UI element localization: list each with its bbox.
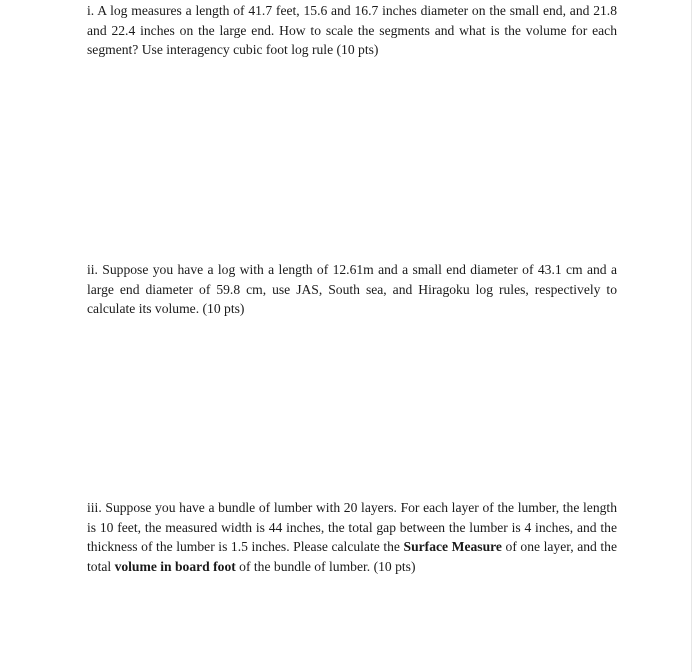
question-3 xyxy=(87,498,617,576)
question-1-text: i. A log measures a length of 41.7 feet, 15.6 and 16.7 inches diameter on the small end, and 21.8 and 22.4 inches on the large end. How to scale the segments and what is the volume for each segment? Use interagency cubic foot log rule (10 pts) xyxy=(87,3,617,57)
question-3-bold-surface-measure: Surface Measure xyxy=(403,539,502,554)
question-1 xyxy=(87,1,617,60)
question-3-text-part2: of one layer, and the total xyxy=(87,539,618,574)
question-2-text: ii. Suppose you have a log with a length of 12.61m and a small end diameter of 43.1 cm and a large end diameter of 59.8 cm, use JAS, South sea, and Hiragoku log rules, respectively to calculate its volume. (10 pts) xyxy=(87,262,617,316)
question-3-bold-board-foot: volume in board foot xyxy=(114,558,236,574)
question-3-text-part3: of the bundle of lumber. (10 pts) xyxy=(235,558,416,574)
right-edge-divider xyxy=(691,0,692,672)
question-3-text-part1: iii. Suppose you have a bundle of lumber with 20 layers. For each layer of the lumber, the length is 10 feet, the measured width is 44 inches, the total gap between the lumber is 4 inches, and the thickness of the lumber is 1.5 inches. Please calculate the xyxy=(87,500,617,554)
question-2 xyxy=(87,260,617,319)
